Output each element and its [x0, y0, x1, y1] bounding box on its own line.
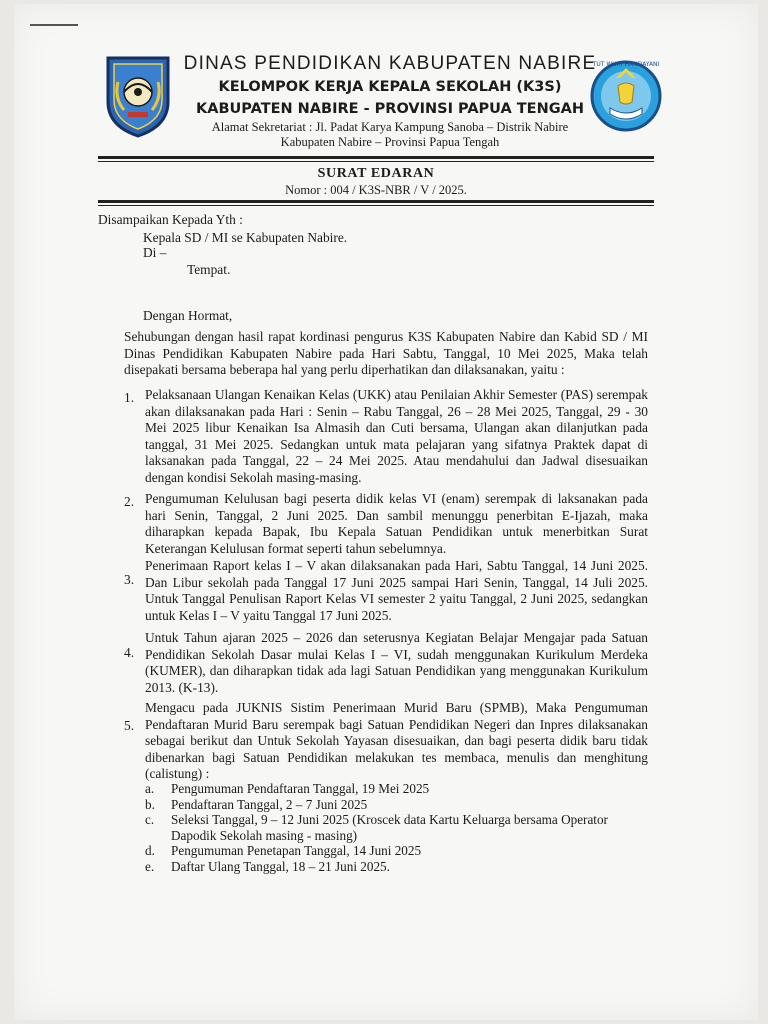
- letterhead-rule-thin: [98, 161, 654, 162]
- agency-name: DINAS PENDIDIKAN KABUPATEN NABIRE: [183, 53, 597, 74]
- item-5-text: Mengacu pada JUKNIS Sistim Penerimaan Murid Baru (SPMB), Maka Pengumuman Pendaftaran Murid Baru serempak bagi Satuan Pendidikan Negeri dan Inpres dilaksanakan sebagai berikut dan Untuk Sekolah Yayasan disesuaikan, dan bagi peserta didik baru tidak dibenarkan bagi Satuan Pendidikan melakukan tes membaca, menulis dan menghitung (calistung) :: [145, 700, 648, 781]
- list-item: d. Pengumuman Penetapan Tanggal, 14 Juni 2025: [145, 843, 422, 858]
- recipient-place: Tempat.: [187, 262, 231, 277]
- item-1-text: Pelaksanaan Ulangan Kenaikan Kelas (UKK) atau Penilaian Akhir Semester (PAS) serempak akan dilaksanakan pada Hari : Senin – Rabu Tanggal, 26 – 28 Mei 2025, Tanggal, 29 - 30 Mei 2025 libur Kenaikan Isa Almasih dan Cuti bersama, Ulangan akan dilanjutkan pada tanggal, 31 Mei 2025. Sedangkan untuk mata pelajaran yang sifatnya Praktek dapat di laksanakan pada Tanggal, 22 – 24 Mei 2025. Atau mendahului dan Jadwal disesuaikan dengan kondisi Sekolah masing-masing.: [145, 387, 648, 485]
- letterhead: [180, 52, 600, 150]
- intro-paragraph: Sehubungan dengan hasil rapat kordinasi pengurus K3S Kabupaten Nabire dan Kabid SD / MI Dinas Pendidikan Kabupaten Nabire pada Hari Sabtu, Tanggal, 10 Mei 2025, Maka telah disepakati bersama beberapa hal yang perlu diperhatikan dan dilaksanakan, yaitu :: [124, 329, 648, 377]
- title-rule-thin: [98, 205, 654, 206]
- item-number: 3.: [124, 572, 135, 587]
- item-number: 2.: [124, 494, 135, 509]
- recipient-label: Disampaikan Kepada Yth :: [98, 212, 243, 227]
- scan-mark: [30, 24, 78, 26]
- nabire-emblem-icon: [100, 52, 176, 140]
- subitems-list: [145, 781, 645, 874]
- letter-number: Nomor : 004 / K3S-NBR / V / 2025.: [285, 183, 467, 197]
- item-2-text: Pengumuman Kelulusan bagi peserta didik kelas VI (enam) serempak di laksanakan pada hari Senin, Tanggal, 2 Juni 2025. Dan sambil menunggu penerbitan E-Ijazah, maka diharapkan kepada Bapak, Ibu Kepala Satuan Pendidikan untuk menerbitkan Surat Keterangan Kelulusan format seperti tahun sebelumnya.: [145, 491, 648, 556]
- list-item: a. Pengumuman Pendaftaran Tanggal, 19 Mei 2025: [145, 781, 430, 796]
- list-item: e. Daftar Ulang Tanggal, 18 – 21 Juni 2025.: [145, 858, 390, 874]
- greeting: Dengan Hormat,: [143, 308, 233, 323]
- item-number: 5.: [124, 718, 135, 733]
- address-line-2: Kabupaten Nabire – Provinsi Papua Tengah: [280, 135, 500, 149]
- item-number: 4.: [124, 645, 135, 660]
- org-name: KELOMPOK KERJA KEPALA SEKOLAH (K3S): [218, 79, 562, 95]
- item-3-text: Penerimaan Raport kelas I – V akan dilaksanakan pada Hari, Sabtu Tanggal, 14 Juni 2025. Dan Libur sekolah pada Tanggal 17 Juni 2025 sampai Hari Senin, Tanggal, 14 Juli 2025. Untuk Tanggal Penulisan Raport Kelas VI semester 2 yaitu Tanggal, 2 Juni 2025, sedangkan untuk Kelas I – V yaitu Tanggal 17 Juni 2025.: [145, 558, 648, 623]
- item-4-text: Untuk Tahun ajaran 2025 – 2026 dan seterusnya Kegiatan Belajar Mengajar pada Satuan Pendidikan Sekolah Dasar mulai Kelas I – VI, sudah menggunakan Kurikulum Merdeka (KUMER), dan diharapkan tidak ada lagi Satuan Pendidikan yang menggunakan Kurikulum 2013. (K-13).: [145, 630, 648, 695]
- title-rule: [98, 200, 654, 203]
- list-item: b. Pendaftaran Tanggal, 2 – 7 Juni 2025: [145, 796, 368, 812]
- letterhead-rule: [98, 156, 654, 159]
- address-line-1: Alamat Sekretariat : Jl. Padat Karya Kampung Sanoba – Distrik Nabire: [211, 120, 569, 134]
- recipient-name: Kepala SD / MI se Kabupaten Nabire.: [143, 230, 348, 245]
- emblem-motto: TUT WURI HANDAYANI: [592, 61, 660, 68]
- list-item: Dapodik Sekolah masing - masing): [171, 827, 358, 843]
- item-number: 1.: [124, 390, 135, 405]
- list-item: c. Seleksi Tanggal, 9 – 12 Juni 2025 (Kroscek data Kartu Keluarga bersama Operator: [145, 812, 608, 827]
- region-name: KABUPATEN NABIRE - PROVINSI PAPUA TENGAH: [196, 101, 584, 117]
- recipient-di: Di –: [143, 245, 167, 260]
- letter-title: SURAT EDARAN: [317, 166, 435, 181]
